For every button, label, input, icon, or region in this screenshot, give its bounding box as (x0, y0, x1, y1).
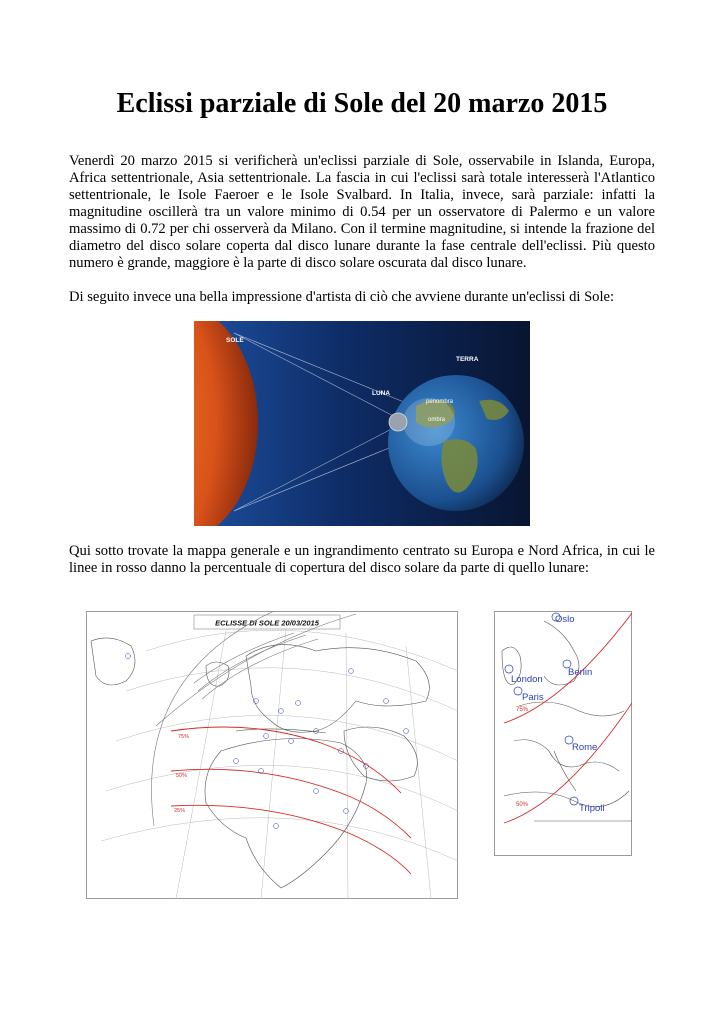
city-berlin: Berlin (568, 667, 593, 678)
umbra-label: ombra (428, 417, 446, 423)
map-frame (87, 612, 458, 899)
zoom-coverage-label-50: 50% (516, 802, 529, 808)
artwork-intro-paragraph: Di seguito invece una bella impressione d'artista di ciò che avviene durante un'eclissi di Sole: (69, 289, 615, 305)
zoom-coverage-label-75: 75% (516, 707, 529, 713)
city-oslo: Oslo (555, 614, 575, 625)
coverage-label-25: 25% (174, 808, 186, 814)
city-rome: Rome (572, 742, 598, 753)
coverage-label-50: 50% (176, 773, 188, 779)
penumbra-label: penombra (426, 399, 454, 405)
map-title: ECLISSE DI SOLE 20/03/2015 (215, 618, 319, 628)
intro-paragraph: Venerdì 20 marzo 2015 si verificherà un'eclissi parziale di Sole, osservabile in Islanda, Europa, Africa settentrionale, Asia settentrionale. La fascia in cui l'eclissi sarà totale interesserà l'Atlantico settentrionale, le Isole Faeroer e le Isole Svalbard. In Italia, invece, sarà parziale: infatti la magnitudine oscillerà tra un valore minimo di 0.54 per un osservatore di Palermo e un valore massimo di 0.72 per chi osserverà da Milano. Con il termine magnitudine, si intende la frazione del diametro del disco solare coperta dal disco lunare durante la fase centrale dell'eclissi. Più questo numero è grande, maggiore è la parte di disco solare oscurata dal disco lunare. (69, 153, 655, 271)
page-title: Eclissi parziale di Sole del 20 marzo 2015 (116, 88, 608, 119)
city-paris: Paris (522, 692, 544, 703)
moon (389, 413, 407, 431)
eclipse-map-zoom (494, 611, 632, 856)
sun-label: SOLE (226, 337, 244, 344)
coverage-label-75: 75% (178, 734, 190, 740)
city-tripoli: Tripoli (579, 803, 605, 814)
maps-intro-paragraph: Qui sotto trovate la mappa generale e un ingrandimento centrato su Europa e Nord Africa, in cui le linee in rosso danno la percentuale di copertura del disco solare da parte di quello lunare: (69, 543, 655, 576)
eclipse-map-main (86, 611, 458, 899)
earth-label: TERRA (456, 356, 479, 363)
eclipse-artwork (194, 321, 530, 526)
city-london: London (511, 674, 543, 685)
moon-label: LUNA (372, 390, 391, 397)
